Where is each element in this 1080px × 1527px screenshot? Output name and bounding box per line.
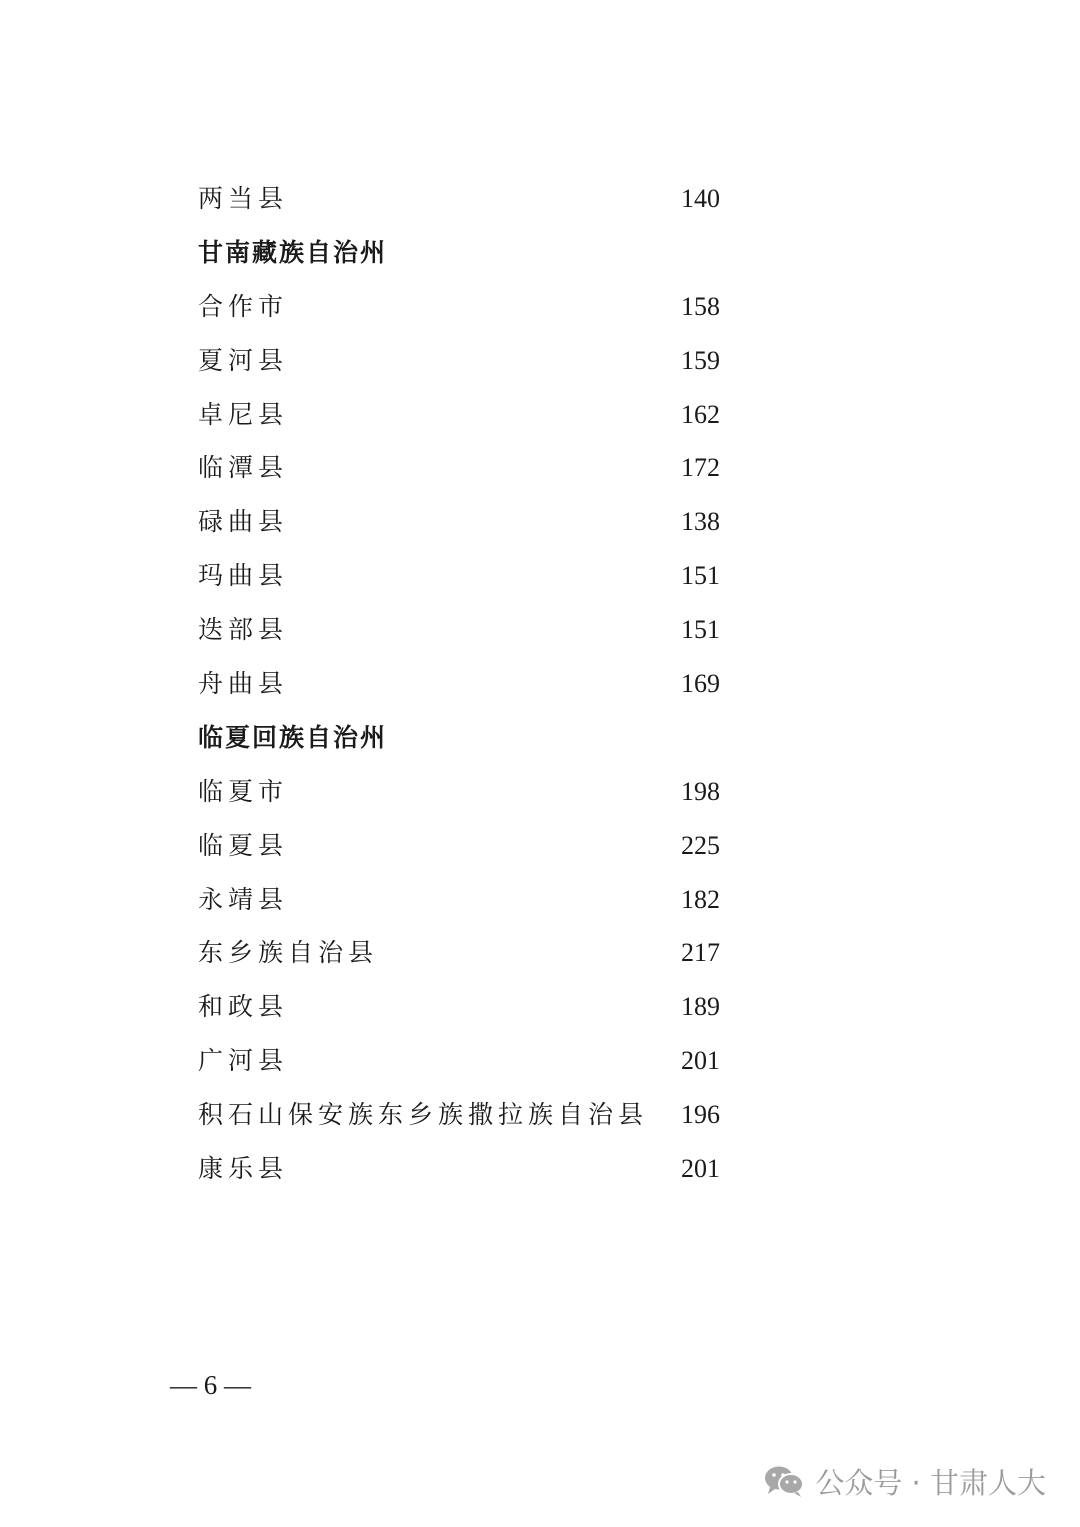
county-value: 189: [681, 992, 720, 1022]
county-value: 151: [681, 561, 720, 591]
table-row: [198, 1088, 738, 1142]
county-value: 172: [681, 453, 720, 483]
county-value: 138: [681, 507, 720, 537]
county-name: 积石山保安族东乡族撒拉族自治县: [198, 1100, 649, 1130]
county-value: 196: [681, 1100, 720, 1130]
section-title: 临夏回族自治州: [198, 722, 388, 752]
section-header: [198, 711, 738, 765]
county-name: 临夏县: [198, 830, 289, 860]
county-name: 临夏市: [198, 776, 289, 806]
table-row: [198, 603, 738, 657]
county-name: 和政县: [198, 992, 289, 1022]
county-value: 151: [681, 615, 720, 645]
watermark: [763, 1456, 1046, 1506]
table-row: [198, 334, 738, 388]
county-name: 迭部县: [198, 615, 289, 645]
county-name: 两当县: [198, 184, 289, 213]
county-value: 158: [681, 291, 720, 321]
county-list: [198, 172, 738, 1196]
county-name: 东乡族自治县: [198, 938, 379, 968]
county-name: 康乐县: [198, 1154, 289, 1184]
county-name: 卓尼县: [198, 399, 289, 429]
county-value: 201: [681, 1046, 720, 1076]
county-name: 广河县: [198, 1046, 289, 1076]
county-name: 合作市: [198, 291, 289, 321]
table-row: [198, 441, 738, 495]
county-name: 临潭县: [198, 453, 289, 483]
table-row: [198, 873, 738, 927]
watermark-text: 公众号 · 甘肃人大: [815, 1465, 1046, 1500]
county-name: 永靖县: [198, 884, 289, 914]
table-row: [198, 280, 738, 334]
county-value: 159: [681, 345, 720, 375]
county-value: 201: [681, 1154, 720, 1184]
section-header: [198, 226, 738, 280]
county-value: 140: [681, 184, 720, 213]
table-row: [198, 388, 738, 442]
county-value: 169: [681, 669, 720, 699]
county-value: 162: [681, 399, 720, 429]
county-value: 217: [681, 938, 720, 968]
table-row: [198, 549, 738, 603]
page-number: — 6 —: [170, 1370, 251, 1400]
table-row: [198, 1034, 738, 1088]
table-row: [198, 1142, 738, 1196]
county-value: 182: [681, 884, 720, 914]
table-row: [198, 765, 738, 819]
table-row: [198, 819, 738, 873]
table-row: [198, 926, 738, 980]
table-row: [198, 495, 738, 549]
table-row: [198, 657, 738, 711]
table-row: [198, 172, 738, 226]
table-row: [198, 980, 738, 1034]
county-name: 玛曲县: [198, 561, 289, 591]
county-value: 225: [681, 830, 720, 860]
county-name: 夏河县: [198, 345, 289, 375]
wechat-icon: [763, 1464, 805, 1498]
county-name: 舟曲县: [198, 669, 289, 699]
section-title: 甘南藏族自治州: [198, 237, 388, 267]
county-name: 碌曲县: [198, 507, 289, 537]
county-value: 198: [681, 776, 720, 806]
